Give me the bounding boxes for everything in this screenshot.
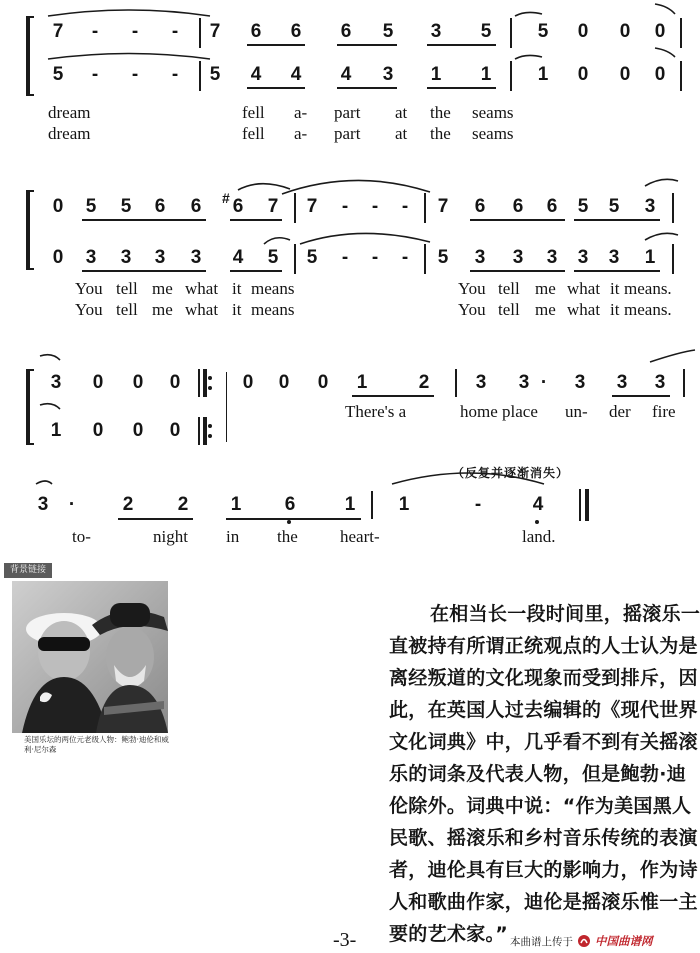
note: 6 bbox=[190, 196, 202, 217]
photo-tag: 背景链接 bbox=[4, 563, 52, 578]
note: - bbox=[341, 247, 349, 268]
note: 0 bbox=[317, 372, 329, 393]
note: 2 bbox=[177, 494, 189, 515]
note: 0 bbox=[654, 64, 666, 85]
lyric: the bbox=[430, 124, 451, 143]
note: 4 bbox=[532, 494, 544, 515]
lyric: at bbox=[395, 103, 408, 122]
lyric: tell bbox=[116, 300, 138, 319]
note: 5 bbox=[120, 196, 132, 217]
note: - bbox=[401, 247, 409, 268]
note: 3 bbox=[154, 247, 166, 268]
note: 1 bbox=[480, 64, 492, 85]
article-line: 人和歌曲作家，迪伦是摇滚乐惟一主 bbox=[389, 891, 698, 913]
lyric: fire bbox=[652, 402, 676, 421]
lyric: seams bbox=[472, 103, 514, 122]
lyric: tell bbox=[116, 279, 138, 298]
article-line: 此，在英国人过去编辑的《现代世界 bbox=[389, 699, 698, 721]
note: 1 bbox=[50, 420, 62, 441]
note: 6 bbox=[474, 196, 486, 217]
lyric: me bbox=[152, 300, 173, 319]
note: 2 bbox=[418, 372, 430, 393]
lyric: fell bbox=[242, 124, 265, 143]
photo-image bbox=[4, 577, 174, 753]
note: 5 bbox=[437, 247, 449, 268]
note: - bbox=[91, 64, 99, 85]
lyric: it bbox=[232, 300, 242, 319]
note: 3 bbox=[474, 247, 486, 268]
note: 1 bbox=[398, 494, 410, 515]
article-line: 文化词典》中，几乎看不到有关摇滚 bbox=[389, 731, 698, 753]
note: 3 bbox=[50, 372, 62, 393]
note: 7 bbox=[267, 196, 279, 217]
note: 1 bbox=[356, 372, 368, 393]
lyric: You bbox=[75, 279, 103, 298]
lyric: dream bbox=[48, 103, 91, 122]
lyric: home place bbox=[460, 402, 538, 421]
lyric: what bbox=[185, 279, 219, 298]
note: 3 bbox=[546, 247, 558, 268]
note: 4 bbox=[340, 64, 352, 85]
lyric: means. bbox=[624, 300, 672, 319]
note: 0 bbox=[242, 372, 254, 393]
note: 5 bbox=[306, 247, 318, 268]
note: 0 bbox=[92, 372, 104, 393]
footer-watermark bbox=[510, 932, 653, 950]
note: 0 bbox=[92, 420, 104, 441]
note: - bbox=[171, 64, 179, 85]
lyric: heart- bbox=[340, 527, 380, 546]
note: 3 bbox=[518, 372, 530, 393]
lyric: tell bbox=[498, 300, 520, 319]
article-line: 要的艺术家。” bbox=[389, 923, 509, 945]
lyric: un- bbox=[565, 402, 588, 421]
note: 0 bbox=[654, 21, 666, 42]
lyric: You bbox=[458, 279, 486, 298]
lyric: what bbox=[185, 300, 219, 319]
note: 7 bbox=[306, 196, 318, 217]
lyric: it bbox=[610, 279, 620, 298]
note: 7 bbox=[209, 21, 221, 42]
note: 0 bbox=[619, 21, 631, 42]
note: 3 bbox=[512, 247, 524, 268]
lyric: the bbox=[277, 527, 298, 546]
lyric: der bbox=[609, 402, 631, 421]
lyric: it bbox=[610, 300, 620, 319]
lyric: what bbox=[567, 279, 601, 298]
note: 3 bbox=[475, 372, 487, 393]
photo-caption: 美国乐坛的两位元老级人物：鲍勃·迪伦和威利·尼尔森 bbox=[24, 735, 169, 753]
page-number: -3- bbox=[333, 929, 357, 951]
note: 6 bbox=[250, 21, 262, 42]
note: 3 bbox=[654, 372, 666, 393]
lyric: me bbox=[535, 279, 556, 298]
note: - bbox=[371, 247, 379, 268]
note: 5 bbox=[85, 196, 97, 217]
note: 0 bbox=[52, 247, 64, 268]
note: - bbox=[341, 196, 349, 217]
lyric: tell bbox=[498, 279, 520, 298]
note: - bbox=[474, 494, 482, 515]
dot-note: · bbox=[540, 372, 548, 393]
article-line: 乐的词条及代表人物，但是鲍勃·迪 bbox=[389, 763, 687, 785]
note: 3 bbox=[616, 372, 628, 393]
note: 5 bbox=[480, 21, 492, 42]
note: 3 bbox=[577, 247, 589, 268]
article-line: 直被持有所谓正统观点的人士认为是 bbox=[389, 635, 698, 657]
note: 1 bbox=[344, 494, 356, 515]
performance-instruction: （反复并逐渐消失） bbox=[452, 466, 570, 480]
note: 6 bbox=[284, 494, 296, 515]
lyric: a- bbox=[294, 124, 308, 143]
lyric: a- bbox=[294, 103, 308, 122]
note: 6 bbox=[546, 196, 558, 217]
note: 0 bbox=[169, 372, 181, 393]
note: 4 bbox=[232, 247, 244, 268]
dot-note: · bbox=[68, 494, 76, 515]
lyric: You bbox=[458, 300, 486, 319]
note: 5 bbox=[209, 64, 221, 85]
lyric: what bbox=[567, 300, 601, 319]
article-line: 离经叛道的文化现象而受到排斥，因 bbox=[389, 667, 698, 689]
note: 3 bbox=[382, 64, 394, 85]
note: 6 bbox=[340, 21, 352, 42]
lyric: at bbox=[395, 124, 408, 143]
sharp-sign: # bbox=[222, 190, 230, 206]
note: 1 bbox=[430, 64, 442, 85]
lyric: in bbox=[226, 527, 240, 546]
note: 5 bbox=[52, 64, 64, 85]
article-line: 在相当长一段时间里，摇滚乐一 bbox=[430, 603, 700, 625]
lyric: part bbox=[334, 124, 361, 143]
note: 6 bbox=[290, 21, 302, 42]
note: 0 bbox=[132, 372, 144, 393]
note: - bbox=[371, 196, 379, 217]
lyric: means. bbox=[624, 279, 672, 298]
note: 1 bbox=[537, 64, 549, 85]
note: 5 bbox=[382, 21, 394, 42]
note: - bbox=[91, 21, 99, 42]
lyric: means bbox=[251, 300, 295, 319]
note: 3 bbox=[644, 196, 656, 217]
note: 5 bbox=[267, 247, 279, 268]
note: 0 bbox=[52, 196, 64, 217]
note: 1 bbox=[230, 494, 242, 515]
lyric: it bbox=[232, 279, 242, 298]
lyric: night bbox=[153, 527, 188, 546]
article-line: 伦除外。词典中说：“作为美国黑人 bbox=[389, 795, 692, 817]
note: 5 bbox=[577, 196, 589, 217]
note: 6 bbox=[154, 196, 166, 217]
lyric: me bbox=[152, 279, 173, 298]
article-line: 民歌、摇滚乐和乡村音乐传统的表演 bbox=[389, 827, 698, 849]
note: - bbox=[131, 21, 139, 42]
note: 0 bbox=[132, 420, 144, 441]
lyric: me bbox=[535, 300, 556, 319]
lyric: land. bbox=[522, 527, 556, 546]
lyric: the bbox=[430, 103, 451, 122]
note: 6 bbox=[232, 196, 244, 217]
site-name: 中国曲谱网 bbox=[595, 934, 653, 948]
note: 0 bbox=[278, 372, 290, 393]
note: 4 bbox=[250, 64, 262, 85]
note: 0 bbox=[577, 64, 589, 85]
note: 0 bbox=[619, 64, 631, 85]
lyric: seams bbox=[472, 124, 514, 143]
lyric: You bbox=[75, 300, 103, 319]
note: 1 bbox=[644, 247, 656, 268]
note: 3 bbox=[190, 247, 202, 268]
note: 7 bbox=[52, 21, 64, 42]
lyric: to- bbox=[72, 527, 91, 546]
note: 3 bbox=[574, 372, 586, 393]
article-line: 者，迪伦具有巨大的影响力，作为诗 bbox=[389, 859, 698, 881]
note: - bbox=[131, 64, 139, 85]
background-photo-panel bbox=[4, 563, 174, 753]
note: 3 bbox=[37, 494, 49, 515]
lyric: dream bbox=[48, 124, 91, 143]
note: 4 bbox=[290, 64, 302, 85]
note: 5 bbox=[608, 196, 620, 217]
site-logo-icon bbox=[577, 934, 591, 948]
note: - bbox=[401, 196, 409, 217]
lyric: fell bbox=[242, 103, 265, 122]
note: 5 bbox=[537, 21, 549, 42]
note: 0 bbox=[169, 420, 181, 441]
note: 7 bbox=[437, 196, 449, 217]
lyric: part bbox=[334, 103, 361, 122]
note: 3 bbox=[608, 247, 620, 268]
note: 2 bbox=[122, 494, 134, 515]
note: 3 bbox=[120, 247, 132, 268]
note: 6 bbox=[512, 196, 524, 217]
note: - bbox=[171, 21, 179, 42]
note: 3 bbox=[85, 247, 97, 268]
lyric: means bbox=[251, 279, 295, 298]
lyric: There's a bbox=[345, 402, 407, 421]
upload-text: 本曲谱上传于 bbox=[510, 935, 573, 948]
note: 3 bbox=[430, 21, 442, 42]
note: 0 bbox=[577, 21, 589, 42]
